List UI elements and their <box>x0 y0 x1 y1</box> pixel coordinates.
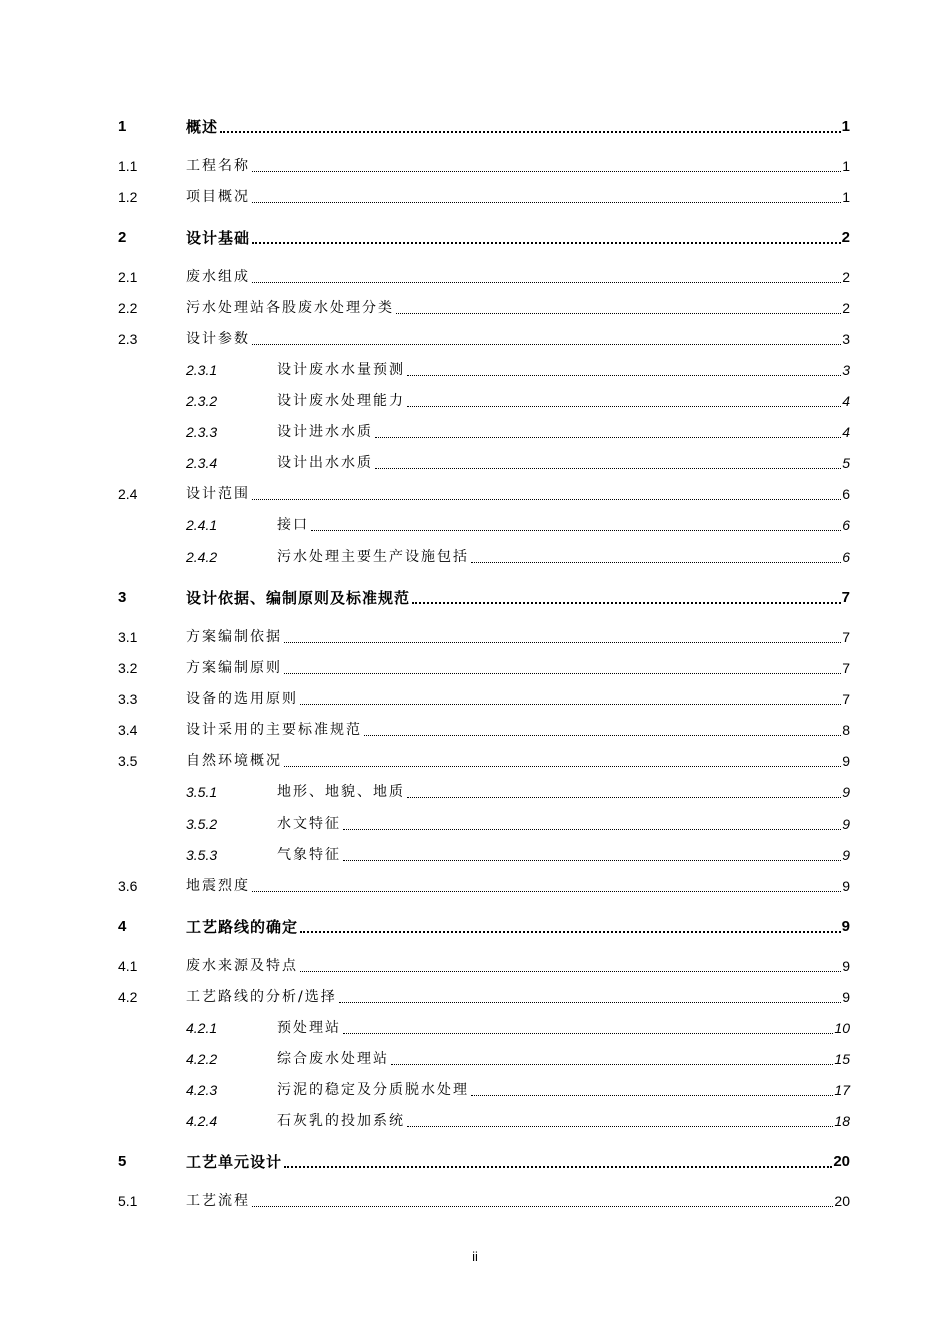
toc-entry-page: 1 <box>842 189 850 205</box>
dot-leader <box>284 642 841 643</box>
toc-entry-number: 2.4.1 <box>186 517 218 533</box>
toc-entry-title: 方案编制原则 <box>186 660 282 676</box>
dot-leader <box>375 437 841 438</box>
toc-entry[interactable] <box>0 546 950 568</box>
toc-entry-title: 工艺单元设计 <box>186 1153 283 1171</box>
dot-leader <box>343 1033 833 1034</box>
dot-leader <box>252 282 841 283</box>
toc-entry-page: 2 <box>841 229 850 246</box>
toc-entry-number: 2.3.4 <box>186 455 218 471</box>
toc-entry-page: 10 <box>834 1020 850 1036</box>
dot-leader <box>364 735 841 736</box>
toc-entry-title: 接口 <box>277 517 309 533</box>
dot-leader <box>375 468 841 469</box>
dot-leader <box>407 797 841 798</box>
dot-leader <box>252 171 841 172</box>
toc-entry-page: 2 <box>842 269 850 285</box>
toc-entry[interactable] <box>0 1048 950 1070</box>
toc-entry-number: 2.3 <box>118 331 138 347</box>
toc-entry-title: 设计出水水质 <box>277 455 373 471</box>
toc-entry-number: 2.4 <box>118 486 138 502</box>
toc-entry[interactable] <box>0 657 950 679</box>
toc-entry-number: 2.3.3 <box>186 424 218 440</box>
toc-entry[interactable] <box>0 359 950 381</box>
toc-entry[interactable] <box>0 390 950 412</box>
toc-entry-title: 污泥的稳定及分质脱水处理 <box>277 1082 469 1098</box>
toc-entry-page: 9 <box>842 878 850 894</box>
toc-entry-number: 3.1 <box>118 629 138 645</box>
toc-entry-number: 4.2.1 <box>186 1020 218 1036</box>
dot-leader <box>471 562 841 563</box>
toc-entry[interactable] <box>0 1190 950 1212</box>
toc-entry[interactable] <box>0 227 950 249</box>
toc-entry-number: 2.4.2 <box>186 549 218 565</box>
toc-entry-number: 3.2 <box>118 660 138 676</box>
toc-entry-title: 气象特征 <box>277 847 341 863</box>
toc-entry-title: 预处理站 <box>277 1020 341 1036</box>
toc-entry[interactable] <box>0 1017 950 1039</box>
toc-entry-page: 5 <box>842 455 850 471</box>
dot-leader <box>412 602 841 604</box>
dot-leader <box>284 673 841 674</box>
toc-entry-number: 5 <box>118 1153 127 1170</box>
toc-entry-title: 设计进水水质 <box>277 424 373 440</box>
dot-leader <box>300 971 841 972</box>
toc-entry-page: 17 <box>834 1082 850 1098</box>
toc-entry[interactable] <box>0 587 950 609</box>
toc-entry-title: 废水来源及特点 <box>186 958 298 974</box>
dot-leader <box>407 406 841 407</box>
toc-entry-number: 5.1 <box>118 1193 138 1209</box>
toc-entry-title: 工艺路线的分析/选择 <box>186 989 337 1005</box>
toc-entry-title: 综合废水处理站 <box>277 1051 389 1067</box>
toc-entry[interactable] <box>0 116 950 138</box>
toc-entry-number: 3.6 <box>118 878 138 894</box>
dot-leader <box>396 313 841 314</box>
toc-entry-page: 6 <box>842 486 850 502</box>
toc-entry[interactable] <box>0 750 950 772</box>
toc-entry[interactable] <box>0 186 950 208</box>
toc-entry-title: 地形、地貌、地质 <box>277 784 405 800</box>
dot-leader <box>284 766 841 767</box>
toc-entry[interactable] <box>0 1079 950 1101</box>
dot-leader <box>284 1166 832 1168</box>
toc-entry-page: 6 <box>842 549 850 565</box>
toc-entry-number: 2.3.1 <box>186 362 218 378</box>
toc-entry-number: 3 <box>118 589 127 606</box>
toc-entry[interactable] <box>0 452 950 474</box>
toc-entry-page: 7 <box>842 629 850 645</box>
toc-entry-number: 3.3 <box>118 691 138 707</box>
toc-entry-title: 自然环境概况 <box>186 753 282 769</box>
toc-entry-title: 工程名称 <box>186 158 250 174</box>
toc-entry-title: 设计基础 <box>186 229 251 247</box>
page-number-footer: ii <box>472 1249 478 1264</box>
toc-entry[interactable] <box>0 328 950 350</box>
toc-entry-title: 废水组成 <box>186 269 250 285</box>
toc-entry-page: 3 <box>842 331 850 347</box>
dot-leader <box>311 530 841 531</box>
toc-entry-number: 4.1 <box>118 958 138 974</box>
toc-entry-page: 1 <box>842 158 850 174</box>
toc-entry-page: 4 <box>842 424 850 440</box>
toc-entry-number: 3.5.2 <box>186 816 218 832</box>
toc-entry[interactable] <box>0 1151 950 1173</box>
toc-entry[interactable] <box>0 155 950 177</box>
dot-leader <box>339 1002 841 1003</box>
toc-entry-title: 污水处理站各股废水处理分类 <box>186 300 394 316</box>
toc-entry-number: 1 <box>118 118 127 135</box>
toc-entry-number: 4 <box>118 918 127 935</box>
toc-entry[interactable] <box>0 626 950 648</box>
toc-entry[interactable] <box>0 297 950 319</box>
toc-entry-page: 2 <box>842 300 850 316</box>
dot-leader <box>252 242 841 244</box>
toc-entry-title: 设计废水处理能力 <box>277 393 405 409</box>
dot-leader <box>252 1206 833 1207</box>
toc-entry-number: 2.3.2 <box>186 393 218 409</box>
toc-entry-page: 9 <box>842 784 850 800</box>
dot-leader <box>300 704 841 705</box>
toc-entry-page: 7 <box>842 660 850 676</box>
toc-entry[interactable] <box>0 986 950 1008</box>
toc-entry[interactable] <box>0 813 950 835</box>
toc-entry-number: 3.5 <box>118 753 138 769</box>
dot-leader <box>343 829 841 830</box>
toc-entry-page: 1 <box>841 118 850 135</box>
toc-entry-page: 18 <box>834 1113 850 1129</box>
toc-entry-page: 9 <box>842 847 850 863</box>
dot-leader <box>252 891 841 892</box>
toc-entry-number: 1.2 <box>118 189 138 205</box>
toc-entry-number: 2.2 <box>118 300 138 316</box>
toc-entry[interactable] <box>0 266 950 288</box>
toc-entry[interactable] <box>0 421 950 443</box>
toc-entry-title: 设计范围 <box>186 486 250 502</box>
toc-entry[interactable] <box>0 1110 950 1132</box>
toc-entry-number: 2.1 <box>118 269 138 285</box>
toc-entry[interactable] <box>0 514 950 536</box>
toc-entry-number: 4.2.2 <box>186 1051 218 1067</box>
dot-leader <box>252 202 841 203</box>
toc-entry-page: 6 <box>842 517 850 533</box>
toc-entry-title: 概述 <box>186 118 219 136</box>
toc-entry-page: 9 <box>842 958 850 974</box>
toc-entry-title: 工艺路线的确定 <box>186 918 299 936</box>
toc-entry[interactable] <box>0 483 950 505</box>
dot-leader <box>407 375 841 376</box>
toc-entry-page: 8 <box>842 722 850 738</box>
toc-entry-page: 20 <box>833 1153 850 1170</box>
toc-entry-title: 设计废水水量预测 <box>277 362 405 378</box>
toc-entry-page: 15 <box>834 1051 850 1067</box>
toc-entry-page: 20 <box>834 1193 850 1209</box>
toc-entry-number: 3.5.3 <box>186 847 218 863</box>
dot-leader <box>471 1095 833 1096</box>
toc-entry-title: 石灰乳的投加系统 <box>277 1113 405 1129</box>
dot-leader <box>252 499 841 500</box>
toc-entry[interactable] <box>0 688 950 710</box>
toc-entry-page: 9 <box>842 816 850 832</box>
toc-entry-page: 9 <box>842 989 850 1005</box>
toc-entry[interactable] <box>0 844 950 866</box>
toc-entry-title: 方案编制依据 <box>186 629 282 645</box>
toc-entry-title: 地震烈度 <box>186 878 250 894</box>
toc-entry-title: 工艺流程 <box>186 1193 250 1209</box>
toc-entry-title: 设计依据、编制原则及标准规范 <box>186 589 411 607</box>
toc-entry-number: 1.1 <box>118 158 138 174</box>
toc-entry-page: 7 <box>842 691 850 707</box>
dot-leader <box>252 344 841 345</box>
toc-entry-page: 9 <box>841 918 850 935</box>
dot-leader <box>407 1126 833 1127</box>
toc-entry-number: 4.2.4 <box>186 1113 218 1129</box>
toc-entry-number: 4.2.3 <box>186 1082 218 1098</box>
dot-leader <box>220 131 841 133</box>
toc-entry-title: 污水处理主要生产设施包括 <box>277 549 469 565</box>
toc-entry-page: 7 <box>841 589 850 606</box>
toc-entry-page: 4 <box>842 393 850 409</box>
toc-entry[interactable] <box>0 955 950 977</box>
toc-entry[interactable] <box>0 719 950 741</box>
toc-entry-title: 水文特征 <box>277 816 341 832</box>
toc-entry-number: 4.2 <box>118 989 138 1005</box>
toc-entry-number: 3.5.1 <box>186 784 218 800</box>
toc-entry-title: 项目概况 <box>186 189 250 205</box>
toc-entry-number: 2 <box>118 229 127 246</box>
dot-leader <box>343 860 841 861</box>
toc-entry-number: 3.4 <box>118 722 138 738</box>
toc-entry-title: 设计采用的主要标准规范 <box>186 722 362 738</box>
dot-leader <box>300 931 841 933</box>
toc-entry-title: 设备的选用原则 <box>186 691 298 707</box>
toc-entry[interactable] <box>0 916 950 938</box>
dot-leader <box>391 1064 833 1065</box>
toc-entry[interactable] <box>0 875 950 897</box>
toc-entry-page: 9 <box>842 753 850 769</box>
toc-entry-page: 3 <box>842 362 850 378</box>
toc-entry-title: 设计参数 <box>186 331 250 347</box>
toc-entry[interactable] <box>0 781 950 803</box>
